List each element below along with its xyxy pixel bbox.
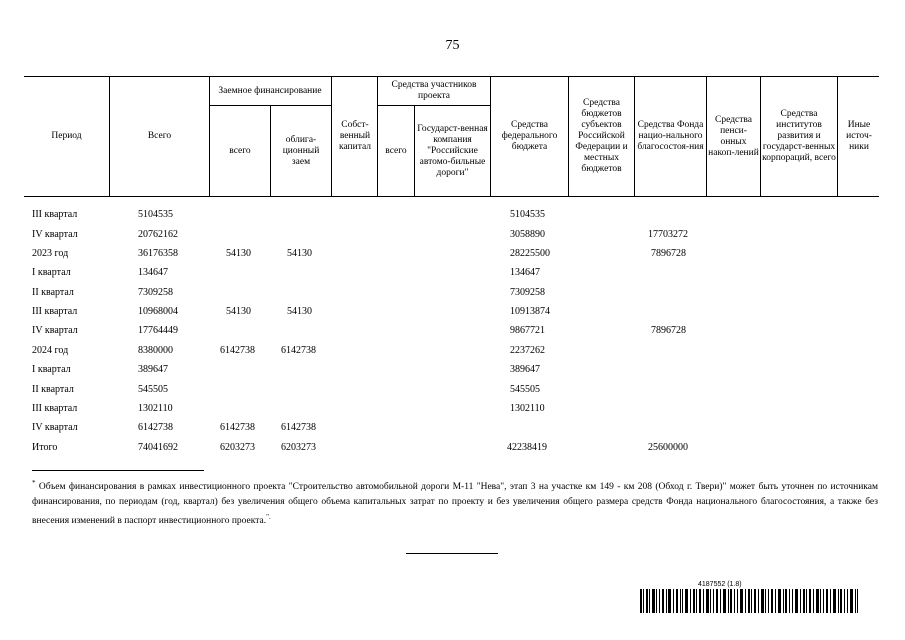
footnote-mark: * bbox=[32, 479, 36, 487]
row-nwf: 25600000 bbox=[648, 442, 688, 453]
row-loan-bonds: 54130 bbox=[287, 248, 312, 259]
header-loan-bonds: облига-ционный заем bbox=[282, 134, 320, 167]
row-total: 545505 bbox=[138, 384, 168, 395]
row-period: Итого bbox=[32, 442, 58, 453]
row-total: 20762162 bbox=[138, 229, 178, 240]
header-total: Всего bbox=[147, 131, 172, 141]
row-federal: 5104535 bbox=[510, 209, 545, 220]
row-period: IV квартал bbox=[32, 422, 78, 433]
row-period: IV квартал bbox=[32, 229, 78, 240]
header-pension: Средства пенси-онных накоп-лений bbox=[708, 114, 759, 158]
row-federal: 42238419 bbox=[507, 442, 547, 453]
row-nwf: 7896728 bbox=[651, 248, 686, 259]
row-loan-total: 6142738 bbox=[220, 345, 255, 356]
row-period: III квартал bbox=[32, 403, 78, 414]
row-loan-total: 54130 bbox=[226, 306, 251, 317]
row-total: 17764449 bbox=[138, 325, 178, 336]
footnote bbox=[32, 476, 878, 529]
header-own-capital: Собст-венный капитал bbox=[338, 120, 372, 152]
header-period: Период bbox=[51, 131, 82, 141]
row-federal: 545505 bbox=[510, 384, 540, 395]
row-total: 6142738 bbox=[138, 422, 173, 433]
row-total: 74041692 bbox=[138, 442, 178, 453]
row-period: 2024 год bbox=[32, 345, 69, 356]
row-federal: 134647 bbox=[510, 267, 540, 278]
row-total: 8380000 bbox=[138, 345, 173, 356]
row-period: I квартал bbox=[32, 364, 71, 375]
row-federal: 10913874 bbox=[510, 306, 550, 317]
row-period: I квартал bbox=[32, 267, 71, 278]
row-federal: 3058890 bbox=[510, 229, 545, 240]
row-nwf: 7896728 bbox=[651, 325, 686, 336]
row-federal: 7309258 bbox=[510, 287, 545, 298]
row-total: 1302110 bbox=[138, 403, 173, 414]
row-period: II квартал bbox=[32, 384, 74, 395]
row-loan-total: 6203273 bbox=[220, 442, 255, 453]
header-federal-budget: Средства федерального бюджета bbox=[501, 120, 558, 152]
row-period: II квартал bbox=[32, 287, 74, 298]
row-total: 10968004 bbox=[138, 306, 178, 317]
row-period: III квартал bbox=[32, 209, 78, 220]
row-total: 5104535 bbox=[138, 209, 173, 220]
header-regional-budgets: Средства бюджетов субъектов Российской Федерации и местных бюджетов bbox=[575, 98, 628, 174]
footnote-separator bbox=[32, 470, 204, 471]
row-loan-bonds: 54130 bbox=[287, 306, 312, 317]
page-number: 75 bbox=[445, 38, 460, 53]
bottom-separator bbox=[406, 553, 498, 554]
row-total: 36176358 bbox=[138, 248, 178, 259]
footnote-closing: ". bbox=[266, 513, 271, 522]
row-loan-bonds: 6203273 bbox=[281, 442, 316, 453]
row-total: 7309258 bbox=[138, 287, 173, 298]
header-loan-group: Заемное финансирование bbox=[218, 85, 322, 96]
row-nwf: 17703272 bbox=[648, 229, 688, 240]
row-federal: 2237262 bbox=[510, 345, 545, 356]
row-federal: 28225500 bbox=[510, 248, 550, 259]
row-loan-bonds: 6142738 bbox=[281, 422, 316, 433]
header-participants-group: Средства участников проекта bbox=[391, 80, 477, 101]
row-period: III квартал bbox=[32, 306, 78, 317]
header-participants-total: всего bbox=[385, 145, 407, 156]
header-loan-total: всего bbox=[229, 145, 251, 156]
row-federal: 9867721 bbox=[510, 325, 545, 336]
footnote-text: Объем финансирования в рамках инвестиционного проекта "Строительство автомобильной дороги М-11 "Нева", этап 3 на участке км 149 - км 208 (Обход г. Твери)" может быть уточнен по источникам финансирования, по периодам (год, квартал) без увеличения общего объема капитальных затрат по проекту и без увеличения общего размера средств Фонда национального благосостояния, а также без внесения изменений в паспорт инвестиционного проекта. bbox=[32, 482, 879, 527]
header-other: Иные источ-ники bbox=[846, 120, 872, 152]
row-federal: 389647 bbox=[510, 364, 540, 375]
row-loan-total: 6142738 bbox=[220, 422, 255, 433]
barcode bbox=[640, 589, 858, 613]
row-total: 134647 bbox=[138, 267, 168, 278]
row-loan-total: 54130 bbox=[226, 248, 251, 259]
header-participants-company: Государст-венная компания "Российские автомо-бильные дороги" bbox=[417, 123, 488, 178]
row-period: IV квартал bbox=[32, 325, 78, 336]
barcode-label: 4187552 (1.8) bbox=[698, 581, 742, 588]
row-loan-bonds: 6142738 bbox=[281, 345, 316, 356]
row-period: 2023 год bbox=[32, 248, 69, 259]
row-federal: 1302110 bbox=[510, 403, 545, 414]
row-total: 389647 bbox=[138, 364, 168, 375]
header-dev-institutions: Средства институтов развития и государст-венных корпораций, всего bbox=[762, 109, 836, 163]
header-nwf: Средства Фонда нацио-нального благосостоя-ния bbox=[637, 120, 704, 152]
